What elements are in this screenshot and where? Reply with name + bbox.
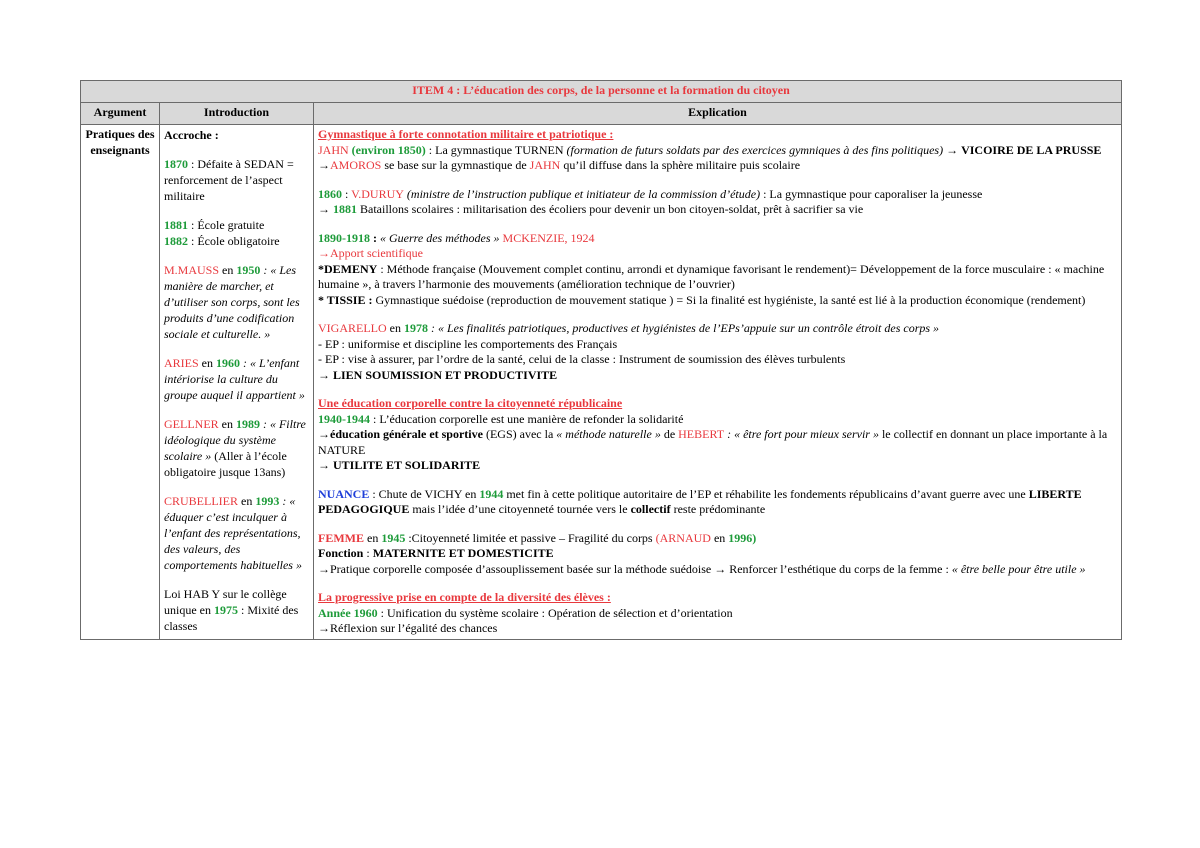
expl-1890: 1890-1918 : « Guerre des méthodes » MCKENZIE, 1924	[318, 230, 595, 245]
intro-1881: 1881 : École gratuite	[164, 218, 265, 232]
header-argument: Argument	[81, 103, 160, 125]
expl-ep2: - EP : vise à assurer, par l’ordre de la santé, celui de la classe : Instrument de soumission des élèves turbulents	[318, 352, 846, 366]
expl-utilite: → UTILITE ET SOLIDARITE	[318, 458, 481, 472]
expl-egs: →éducation générale et sportive (EGS) avec la « méthode naturelle » de HEBERT : « être fort pour mieux servir » le collectif en donnant un place importante à la NATURE	[318, 427, 1108, 457]
expl-annee-1960: Année 1960 : Unification du système scolaire : Opération de sélection et d’orientation	[318, 605, 733, 620]
expl-tissie: * TISSIE : Gymnastique suédoise (reproduction de mouvement statique ) = Si la finalité est hygiéniste, la santé est lié à la production économique (rendement)	[318, 292, 1086, 307]
section-heading-2: Une éducation corporelle contre la citoyenneté républicaine	[318, 396, 623, 410]
expl-femme: FEMME en 1945 :Citoyenneté limitée et passive – Fragilité du corps (ARNAUD en 1996)	[318, 530, 757, 545]
argument-cell	[81, 125, 160, 640]
expl-reflexion: →Réflexion sur l’égalité des chances	[318, 621, 498, 635]
expl-lien: → LIEN SOUMISSION ET PRODUCTIVITE	[318, 367, 558, 382]
table-title: ITEM 4 : L’éducation des corps, de la personne et la formation du citoyen	[81, 81, 1122, 103]
explication-cell	[314, 125, 1122, 640]
intro-1882: 1882 : École obligatoire	[164, 234, 280, 248]
section-heading-3: La progressive prise en compte de la diversité des élèves :	[318, 590, 611, 604]
intro-mauss: M.MAUSS en 1950 : « Les manière de marcher, et d’utiliser son corps, sont les produits d’une codification sociale et culturelle. »	[164, 263, 300, 341]
intro-crubellier: CRUBELLIER en 1993 : « éduquer c’est inculquer à l’enfant des représentations, des valeurs, des comportements habituelles »	[164, 494, 302, 572]
expl-vigarello: VIGARELLO en 1978 : « Les finalités patriotiques, productives et hygiénistes de l’EPs’appuie sur un contrôle étroit des corps »	[318, 321, 940, 335]
section-heading-1: Gymnastique à forte connotation militaire et patriotique :	[318, 127, 614, 141]
expl-jahn: JAHN (environ 1850) : La gymnastique TURNEN (formation de futurs soldats par des exercices gymniques à des fins politiques) → VICOIRE DE LA PRUSSE	[318, 142, 1102, 157]
intro-aries: ARIES en 1960 : « L’enfant intériorise la culture du groupe auquel il appartient »	[164, 356, 305, 402]
expl-pratique: →Pratique corporelle composée d’assouplissement basée sur la méthode suédoise → Renforcer l’esthétique du corps de la femme : « être belle pour être utile »	[318, 561, 1086, 576]
argument-label: Pratiques des enseignants	[85, 127, 155, 157]
header-explication: Explication	[314, 103, 1122, 125]
expl-apport: →Apport scientifique	[318, 246, 423, 260]
item-table	[80, 80, 1122, 640]
expl-duruy: 1860 : V.DURUY (ministre de l’instruction publique et initiateur de la commission d’étude) : La gymnastique pour caporaliser la jeunesse	[318, 186, 983, 201]
intro-haby: Loi HAB Y sur le collège unique en 1975 : Mixité des classes	[164, 587, 299, 633]
accroche-label: Accroche :	[164, 128, 219, 142]
header-introduction: Introduction	[160, 103, 314, 125]
expl-bataillons: → 1881 Bataillons scolaires : militarisation des écoliers pour devenir un bon citoyen-soldat, prêt à sacrifier sa vie	[318, 202, 864, 216]
expl-ep1: - EP : uniformise et discipline les comportements des Français	[318, 336, 618, 351]
expl-1940: 1940-1944 : L’éducation corporelle est une manière de refonder la solidarité	[318, 411, 684, 426]
intro-1870: 1870 : Défaite à SEDAN = renforcement de l’aspect militaire	[164, 157, 294, 203]
expl-nuance: NUANCE : Chute de VICHY en 1944 met fin à cette politique autoritaire de l’EP et réhabilite les fondements républicains d’avant guerre avec une LIBERTE PEDAGOGIQUE mais l’idée d’une citoyenneté tournée vers le collectif reste prédominante	[318, 486, 1082, 516]
introduction-cell	[160, 125, 314, 640]
expl-demeny: *DEMENY : Méthode française (Mouvement complet continu, arrondi et dynamique favorisant le rendement)= Développement de la force musculaire : « machine humaine », à travers l’harmonie des mouvements (amélioration technique de l’ouvrier)	[318, 261, 1105, 291]
intro-gellner: GELLNER en 1989 : « Filtre idéologique du système scolaire » (Aller à l’école obligatoire jusque 13ans)	[164, 417, 306, 479]
expl-amoros: →AMOROS se base sur la gymnastique de JAHN qu’il diffuse dans la sphère militaire puis scolaire	[318, 158, 801, 172]
expl-fonction: Fonction : MATERNITE ET DOMESTICITE	[318, 546, 554, 560]
